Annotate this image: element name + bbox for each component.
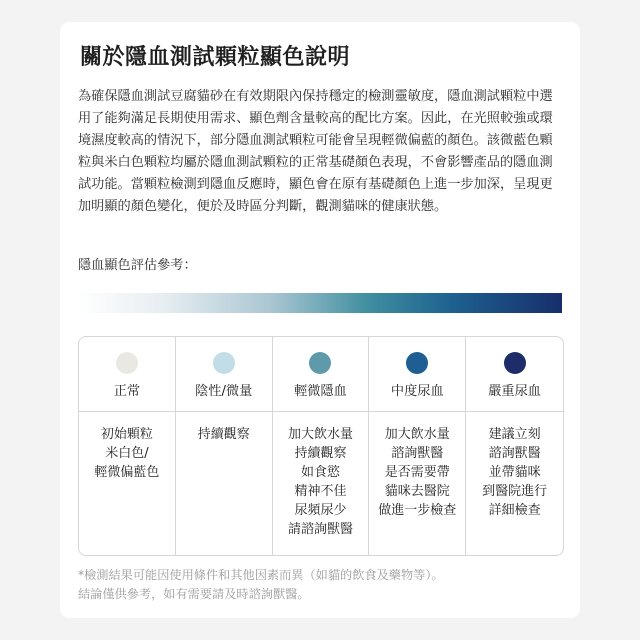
- advice-line: 精神不佳: [294, 484, 347, 499]
- advice-line: 諮詢獸醫: [488, 446, 541, 461]
- color-swatch: [504, 352, 526, 374]
- level-name: 陰性/微量: [195, 384, 253, 399]
- level-name: 正常: [113, 384, 141, 399]
- level-column-mild: [273, 337, 370, 555]
- color-level-table: [78, 336, 564, 556]
- divider: [79, 411, 175, 412]
- advice-line: 米白色/: [105, 446, 149, 461]
- level-column-severe: [466, 337, 563, 555]
- divider: [273, 411, 369, 412]
- page-title: 關於隱血測試顆粒顯色說明: [80, 45, 351, 70]
- advice-line: 持續觀察: [294, 446, 347, 461]
- advice-line: 持續觀察: [197, 427, 250, 442]
- advice-line: 初始顆粒: [100, 427, 153, 442]
- info-card: [60, 22, 580, 618]
- advice-line: 輕微偏藍色: [94, 465, 160, 480]
- level-column-moderate: [369, 337, 466, 555]
- advice-line: 諮詢獸醫: [391, 446, 444, 461]
- color-gradient-bar: [78, 293, 562, 313]
- color-swatch: [116, 352, 138, 374]
- advice-line: 是否需要帶: [384, 465, 450, 480]
- level-name: 中度尿血: [390, 384, 444, 399]
- level-advice: [478, 425, 551, 520]
- level-name: 嚴重尿血: [488, 384, 541, 399]
- divider: [176, 411, 272, 412]
- advice-line: 並帶貓咪: [488, 465, 541, 480]
- level-column-normal: [79, 337, 176, 555]
- footnote-line: 結論僅供參考，如有需要請及時諮詢獸醫。: [78, 587, 310, 601]
- footnote: [78, 566, 568, 604]
- color-swatch: [309, 352, 331, 374]
- level-column-negative: [176, 337, 273, 555]
- advice-line: 到醫院進行: [482, 484, 548, 499]
- footnote-line: *檢測結果可能因使用條件和其他因素而異（如貓的飲食及藥物等）。: [78, 568, 444, 582]
- advice-line: 加大飲水量: [287, 427, 353, 442]
- divider: [369, 411, 465, 412]
- advice-line: 如食慾: [300, 465, 340, 480]
- advice-line: 請諮詢獸醫: [287, 522, 353, 537]
- advice-line: 做進一步檢查: [378, 503, 457, 518]
- color-swatch: [213, 352, 235, 374]
- reference-label: 隱血顯色評估參考：: [78, 258, 197, 273]
- level-advice: [374, 425, 460, 520]
- advice-line: 建議立刻: [488, 427, 541, 442]
- level-advice: [90, 425, 163, 482]
- advice-line: 詳細檢查: [488, 503, 541, 518]
- level-name: 輕微隱血: [294, 384, 347, 399]
- divider: [466, 411, 563, 412]
- advice-line: 貓咪去醫院: [384, 484, 450, 499]
- level-advice: [284, 425, 357, 539]
- advice-line: 尿頻尿少: [294, 503, 347, 518]
- level-advice: [194, 425, 254, 444]
- description-paragraph: 為確保隱血測試豆腐貓砂在有效期限內保持穩定的檢測靈敏度，隱血測試顆粒中選用了能夠滿足長期使用需求、顯色劑含量較高的配比方案。因此，在光照較強或環境濕度較高的情況下，部分隱血測試顆粒可能會呈現輕微偏藍的顏色。該微藍色顆粒與米白色顆粒均屬於隱血測試顆粒的正常基礎顏色表現，不會影響產品的隱血測試功能。當顆粒檢測到隱血反應時，顯色會在原有基礎顏色上進一步加深，呈現更加明顯的顏色變化，便於及時區分判斷，觀測貓咪的健康狀態。: [78, 89, 553, 214]
- color-swatch: [406, 352, 428, 374]
- advice-line: 加大飲水量: [384, 427, 450, 442]
